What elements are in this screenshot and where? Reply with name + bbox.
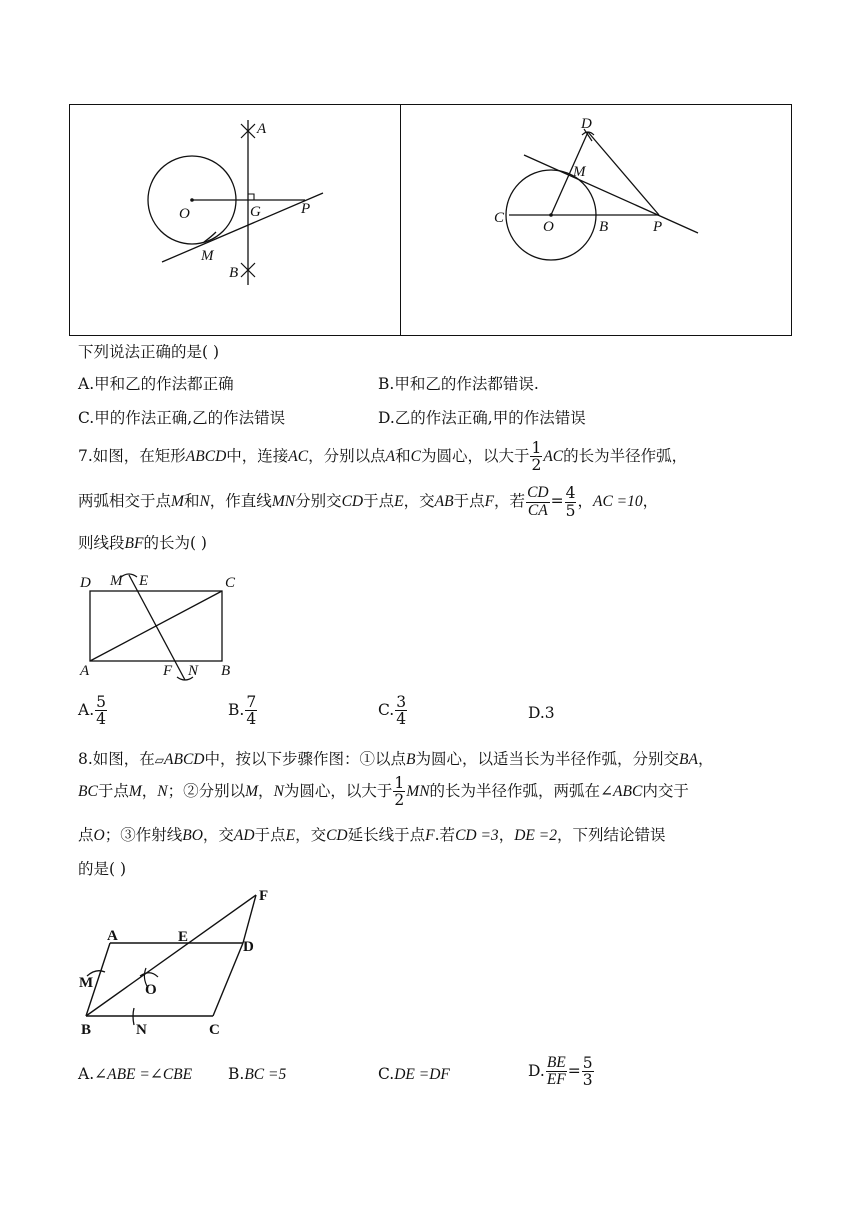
q8-line-1: 8.如图，在▱ABCD中，按以下步骤作图：①以点B为圆心，以适当长为半径作弧，分别交BA， — [78, 750, 714, 768]
q8-line-2: BC于点M，N；②分别以M，N为圆心，以大于 $\frac{1}{2}$ MN的长为半径作弧，两弧在∠ABC内交于 — [78, 774, 689, 810]
figure-left-cell — [70, 105, 401, 336]
label-N: N — [188, 663, 199, 679]
q8-option-c: C.DE =DF — [378, 1065, 450, 1083]
q8-line-3: 点O；③作射线BO，交AD于点E，交CD延长线于点F.若CD =3，DE =2，下列结论错误 — [78, 826, 666, 844]
label-B: B — [81, 1022, 92, 1038]
q8-line-4: 的是( ) — [78, 860, 127, 878]
label-N: N — [136, 1022, 147, 1038]
q7-option-b: B. $\frac{7}{4}$ — [228, 693, 257, 729]
label-D: D — [80, 575, 91, 591]
q7-option-d: D.3 — [528, 704, 555, 722]
q7-line-3: 则线段BF的长为( ) — [78, 534, 207, 552]
label-M: M — [201, 248, 214, 264]
q8-parallelogram-figure — [72, 880, 287, 1042]
label-F: F — [259, 888, 269, 904]
label-A: A — [257, 121, 267, 137]
label-C: C — [225, 575, 236, 591]
label-D: D — [581, 116, 592, 132]
label-M: M — [573, 164, 586, 180]
one-half-fraction: $\frac{1}{2}$ — [394, 774, 405, 810]
four-fifths-fraction: $\frac{4}{5}$ — [565, 484, 576, 520]
label-G: G — [250, 204, 261, 220]
label-D: D — [243, 939, 254, 955]
label-C: C — [494, 210, 505, 226]
label-B: B — [599, 219, 609, 235]
figure-right-cell — [401, 105, 792, 336]
cd-over-ca-fraction: $\frac{CD}{CA}$ — [527, 484, 549, 519]
label-O: O — [145, 982, 157, 998]
one-half-fraction: $\frac{1}{2}$ — [531, 439, 542, 475]
q6-option-c: C.甲的作法正确,乙的作法错误 — [78, 409, 286, 427]
q7-option-a: A. $\frac{5}{4}$ — [78, 693, 106, 729]
label-O: O — [543, 219, 554, 235]
label-M: M — [110, 573, 123, 589]
label-M: M — [79, 975, 94, 991]
label-C: C — [209, 1022, 220, 1038]
q8-option-b: B.BC =5 — [228, 1065, 287, 1083]
q8-option-d: D. $\frac{BE}{EF}$ = $\frac{5}{3}$ — [528, 1054, 593, 1090]
label-O: O — [179, 206, 190, 222]
q6-option-d: D.乙的作法正确,甲的作法错误 — [378, 409, 586, 427]
label-B: B — [229, 265, 239, 281]
label-P: P — [301, 201, 311, 217]
q7-option-c: C. $\frac{3}{4}$ — [378, 693, 407, 729]
label-A: A — [107, 928, 118, 944]
q7-line-1: 7.如图，在矩形ABCD中，连接AC，分别以点A和C为圆心，以大于 $\frac{1}{2}$ AC的长为半径作弧， — [78, 439, 688, 475]
label-A: A — [80, 663, 90, 679]
circle-tangent-construction-figure-left — [70, 105, 400, 331]
label-B: B — [221, 663, 231, 679]
circle-tangent-construction-figure-right — [401, 105, 791, 331]
label-E: E — [178, 929, 189, 945]
q7-rectangle-figure — [75, 565, 245, 690]
q7-line-2: 两弧相交于点M和N，作直线MN分别交CD于点E，交AB于点F，若 $\frac{CD}{CA}$ = $\frac{4}{5}$ ，AC =10， — [78, 484, 659, 520]
label-P: P — [653, 219, 663, 235]
q6-stem: 下列说法正确的是( ) — [78, 343, 220, 361]
label-E: E — [139, 573, 149, 589]
figure-table — [69, 104, 792, 336]
q6-option-b: B.甲和乙的作法都错误. — [378, 375, 539, 393]
q6-option-a: A.甲和乙的作法都正确 — [78, 375, 234, 393]
q8-option-a: A.∠ABE =∠CBE — [78, 1065, 193, 1083]
label-F: F — [163, 663, 173, 679]
